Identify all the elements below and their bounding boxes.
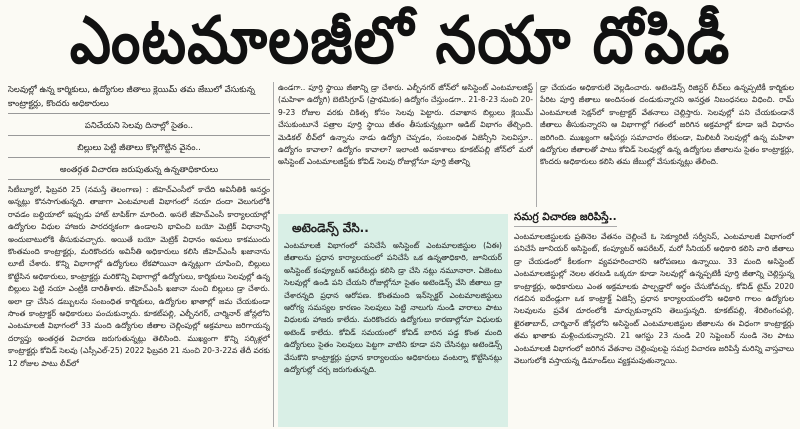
deck [8, 82, 270, 180]
divider [8, 135, 270, 136]
divider [8, 113, 270, 114]
inquiry-section [514, 210, 794, 427]
deck-line-2: పనిచేయని సెలవు దినాల్లో సైతం.. [84, 120, 194, 130]
column-3-body: డ్రా చేయడం అధికారులే వెల్లడించారు. అటెండెన్స్‌ రిజిస్టర్‌ లీవ్‌లు ఉన్నప్పటికీ కార్మికుల పేరిట పూర్తి జీతాలు అందినంత దండుకున్నారని అనర్హత నిబంధనలు విధించి. రామ్‌ ఎంటమాలజీ సెక్షన్‌లో కాంట్రాక్టర్‌ వేతనాలు చెల్లిస్తారు. సెలవుల్లో పని చేయకుండానే జీతాలు తీసుకున్నారని ఆ విభాగాల్లో గతంలో జరిగిన అక్రమాల్లో కూడా ఇదే విధానం జరిగింది. ముఖ్యంగా ఆఫీసర్లు సమాచారం లేకుండా, మిలిటరీ సెలవుల్లో ఉన్న మహిళా ఉద్యోగుల జీతాలతో పాటు కోవిడ్‌ సెలవుల్లో ఉన్న ఉద్యోగుల జీతాలను సైతం కాంట్రాక్టర్లు, కొందరు అధికారులు కలిసి తమ జేబుల్లో వేసుకున్నట్లు తేలింది. [540, 83, 794, 167]
column-divider [273, 82, 274, 427]
column-3 [540, 82, 794, 207]
box-title: అటెండెన్స్‌ వేసి.. [292, 221, 369, 235]
attendance-sidebar-box [278, 214, 508, 427]
deck-line-1: సెలవుల్లో ఉన్న కార్మికులు, ఉద్యోగుల జీతాలు క్లెయిమ్‌ తమ జేబులో వేసుకున్న కాంట్రాక్టర్లు, కొందరు అధికారులు [8, 84, 255, 108]
inquiry-title: సమగ్ర విచారణ జరిపిస్తే.. [514, 210, 617, 227]
box-body: ఎంటమాలజీ విభాగంలో పనిచేసే అసిస్టెంట్‌ ఎంటమాలజిస్టుల (ఏఈ) జీతాలను ప్రధాన కార్యాలయంలో పనిచేసే ఒక ఉన్నతాధికారి, జూనియర్‌ అసిస్టెంట్‌ కంప్యూటర్‌ ఆపరేటర్లు కలిసి డ్రా చేసి నట్లు నమూనారా. ఏజెంటు సెలవుల్లో ఉండి పని చేయని రోజుల్లోనూ సైతం అటెండెన్స్‌ వేసి జీతాలు డ్రా చేశారన్నది ప్రధాన ఆరోపణ. కొంతమంది ఇన్‌స్పెక్టర్‌ ఎంటమాలజిస్టులు ఆరోగ్య సమస్యల కారణం సెలవులు పెట్టి నాలుగు నుండి వారాలు పాటు విధులకు హాజరు కాలేదు. మరికొందరు ఉద్యోగులు కారణాల్లోనూ విధులకు అటెండ్‌ కాలేదు. కోవిడ్‌ సమయంలో కోవిడ్‌ బారిన పడ్డ కొంత మంది ఉద్యోగులు సైతం సెలవులు పెట్టగా వాటిని కూడా పని చేసినట్లు అటెండెన్స్‌ వేసుకొని కాంట్రాక్టర్లు ప్రధాన కార్యాలయం అధికారులు వంటర్నా కొట్టేసినట్లు ఉద్యోగుల్లో చర్చ జరుగుతున్నది. [284, 241, 502, 375]
column-divider [536, 82, 537, 207]
column-2 [278, 82, 533, 207]
deck-line-3: బిల్లులు పెట్టి జీతాలు కొల్లగొట్టిన వైనం.. [77, 142, 201, 152]
divider [8, 179, 270, 180]
column-2-body: ఉండగా.. పూర్తి స్థాయి జీతాన్ని డ్రా చేశారు. ఎల్బీనగర్‌ జోన్‌లో అసిస్టెంట్‌ ఎంటమాలజిస్ట్‌ (మహిళా ఉద్యోగి) బెటిసిగ్రూప్‌ (ప్రాథమికం) ఉద్యోగం చేస్తుండగా.. 21-8-23 నుంచి 20-9-23 రోజుల వరకు చికిత్స కోసం సెలవు పెట్టారు. దవాఖాన బిల్లులు క్లెయిమ్‌ చేసుకుంటూనే పత్రాల పూర్తి స్థాయి జీతం తీసుకున్నట్లుగా ఆడిట్‌ విభాగం తేల్చింది. మెడికల్‌ లీవ్‌లో ఉన్నాను నాడు ఉద్యోగి చెప్పడం, సంబంధిత ఏజెన్సీని సెలవిస్తూ.. ఉద్యోగం కావాలా? ఉద్యోగం కావాలా? ఇలాంటి అవకాశాలు కూకట్‌పల్లి జోన్‌లో మరో అసిస్టెంట్‌ ఎంటమాలజిస్ట్‌కు కోవిడ్‌ సెలవు రోజుల్లోనూ పూర్తి జీతాన్ని [278, 83, 533, 167]
column-1-body: సిటీబ్యూరో, ఫిబ్రవరి 25 (నమస్తే తెలంగాణ) : జీహెచ్‌ఎంసీలో కాదేది అవినీతికి అనర్హం అన్నట్లు కొనసాగుతున్నది. తాజాగా ఎంటమాలజీ విభాగంలో నయా దందా వెలుగులోకి రావడం బల్దియాలో ఇప్పుడు హాట్‌ టాపిక్‌గా మారింది. అసలే జీహెచ్‌ఎంసీ కార్యాలయాల్లో ఉద్యోగుల విధుల హాజరు పారదర్శకంగా ఉండాలని భావించి బయో మెట్రిక్‌ విధానాన్ని అందుబాటులోకి తీసుకువచ్చారు. అయితే బయో మెట్రిక్‌ విధానం అమలు కాకముందు కొంతమంది కాంట్రాక్టర్లు, మరికొందరు అవినీతి అధికారులు కలిసి జీహెచ్‌ఎంసీ ఖజానాను లూటీ చేశారు. కొన్ని విభాగాల్లో ఉద్యోగులు లేకపోయినా ఉన్నట్లుగా చూపించి, బిల్లులు కొట్టేసిన అధికారులు, కాంట్రాక్టర్లు మరికొన్ని విభాగాల్లో ఉద్యోగులు, కార్మికులు సెలవుల్లో ఉన్న బిల్లులు పెట్టి నయా ఎంట్రీకి దారితీశారు. జీహెచ్‌ఎంసీ ఖజానా నుంచి బిల్లులు డ్రా చేశారు. అలా డ్రా చేసిన డబ్బులను సంబంధిత కార్మికులు, ఉద్యోగుల ఖాతాల్లో జమ చేయకుండా సొంత కాంట్రాక్టర్‌ అధికారులు పంచుకున్నారు. కూకట్‌పల్లి, ఎల్బీనగర్‌, చార్మినార్‌ జోన్లలోని ఎంటమాలజీ విభాగంలో 33 మంది ఉద్యోగుల జీతాల చెల్లింపుల్లో అక్రమాలు జరిగాయన్న దర్యాప్తు అంతర్గత విచారణ జరుగుతున్నట్లు తెలిసింది. ముఖ్యంగా కొన్ని సర్కిళ్లలో కాంట్రాక్టర్లు కోవిడ్‌ సెలవు (ఎస్సీఎల్‌-25) 2022 ఫిబ్రవరి 21 నుంచి 20-3-22వ తేదీ వరకు 12 రోజుల పాటు లీవ్‌లో [8, 185, 270, 368]
deck-line-4: అంతర్గత విచారణ జరుపుతున్న ఉన్నతాధికారులు [59, 164, 219, 174]
column-1 [8, 82, 270, 427]
headline: ఎంటమాలజీలో నయా దోపిడీ [69, 1, 731, 79]
inquiry-body: ఎంటమాలజిస్టులకు ప్రతినెల వేతనం చెల్లించే ఓ సెక్యూరిటీ సర్వీసెస్‌, ఎంటమాలజీ విభాగంలో పనిచేసే జూనియర్‌ అసిస్టెంట్‌, కంప్యూటర్‌ ఆపరేటర్‌, మరో సీనియర్‌ అధికారి కలిసి వారి జీతాలు డ్రా చేయడంలో కీలకంగా వ్యవహరించారని ఆరోపణలు ఉన్నాయి. 33 మంది అసిస్టెంట్‌ ఎంటమాలజిస్టుల్లో నెలల తరబడి ఒక్కరూ కూడా సెలవుల్లో ఉన్నప్పటికీ పూర్తి జీతాన్ని చెల్లిస్తున్న కాంట్రాక్టర్లు, అధికారులు ఎంత అక్రమాలకు పాల్పడ్డారో అర్థం చేసుకోవచ్చు. కోవిడ్‌ టైమ్‌ 2020 గడచిన ఐదేండ్లుగా ఒక కాంట్రాక్ట్‌ ఏజెన్సీ ప్రధాన కార్యాలయంలోని అధికారి గాలం ఉద్యోగుల సెలవులను ప్రవేశ దూరంలోకి మార్చుకున్నారని తెలుస్తున్నది. కూకట్‌పల్లి, శేరిలింగంపల్లి, ఖైరతాబాద్‌, చార్మినార్‌ జోన్లలోని అసిస్టెంట్‌ ఎంటమాలజిస్టుల జీతాలను ఈ విధంగా కాంట్రాక్టర్లు తమ ఖాతాకు మళ్లించుకున్నారని. 21 ఆగస్టు 23 నుండి 20 సెప్టెంబర్‌ నుండి నెల పాటు ఎంటమాలజీ విభాగంలో జరిగిన వేతనాల చెల్లింపులపై సమగ్ర విచారణ జరిపిస్తే మరిన్ని వాస్తవాలు వెలుగులోకి వస్తాయన్న డిమాండ్‌లు వ్యక్తమవుతున్నాయి. [514, 232, 794, 366]
divider [8, 157, 270, 158]
